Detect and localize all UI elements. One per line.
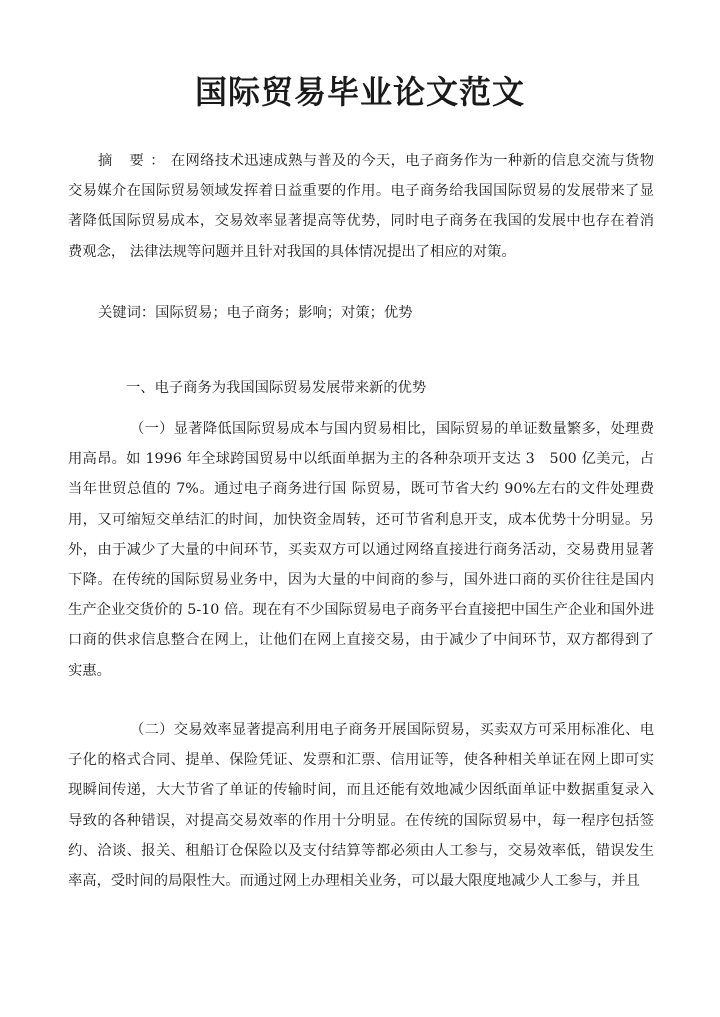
section-paragraph-2: （二）交易效率显著提高利用电子商务开展国际贸易，买卖双方可采用标准化、电子化的格式合同、提单、保险凭证、发票和汇票、信用证等，使各种相关单证在网上即可实现瞬间传递，大大节省了单证的传输时间，而且还能有效地减少因纸面单证中数据重复录入导致的各种错误，对提高交易效率的作用十分明显。在传统的国际贸易中，每一程序包括签约、洽谈、报关、租船订仓保险以及支付结算等都必须由人工参与，交易效率低，错误发生率高，受时间的局限性大。而通过网上办理相关业务，可以最大限度地减少人工参与，并且: [68, 722, 654, 890]
abstract-label: 摘 要：: [98, 153, 171, 169]
document-title: 国际贸易毕业论文范文: [194, 73, 525, 111]
section-heading: 一、电子商务为我国国际贸易发展带来新的优势: [126, 380, 427, 396]
abstract-text: 在网络技术迅速成熟与普及的今天，电子商务作为一种新的信息交流与货物交易媒介在国际贸易领域发挥着日益重要的作用。电子商务给我国国际贸易的发展带来了显著降低国际贸易成本，交易效率显著提高等优势，同时电子商务在我国的发展中也存在着消费观念， 法律法规等问题并且针对我国的具体情况提出了相应的对策。: [68, 153, 654, 260]
section-paragraph-1: （一）显著降低国际贸易成本与国内贸易相比，国际贸易的单证数量繁多，处理费用高昂。如 1996 年全球跨国贸易中以纸面单据为主的各种杂项开支达 3 500 亿美元，占当年世贸总值的 7%。通过电子商务进行国 际贸易，既可节省大约 90%左右的文件处理费用，又可缩短交单结汇的时间，加快资金周转，还可节省利息开支，成本优势十分明显。另外，由于减少了大量的中间环节，买卖双方可以通过网络直接进行商务活动，交易费用显著下降。在传统的国际贸易业务中，因为大量的中间商的参与，国外进口商的买价往往是国内生产企业交货价的 5-10 倍。现在有不少国际贸易电子商务平台直接把中国生产企业和国外进口商的供求信息整合在网上，让他们在网上直接交易，由于减少了中间环节，双方都得到了实惠。: [68, 421, 654, 679]
keywords-line: 关键词：国际贸易；电子商务；影响；对策；优势: [98, 305, 413, 321]
abstract-paragraph: [68, 146, 654, 267]
